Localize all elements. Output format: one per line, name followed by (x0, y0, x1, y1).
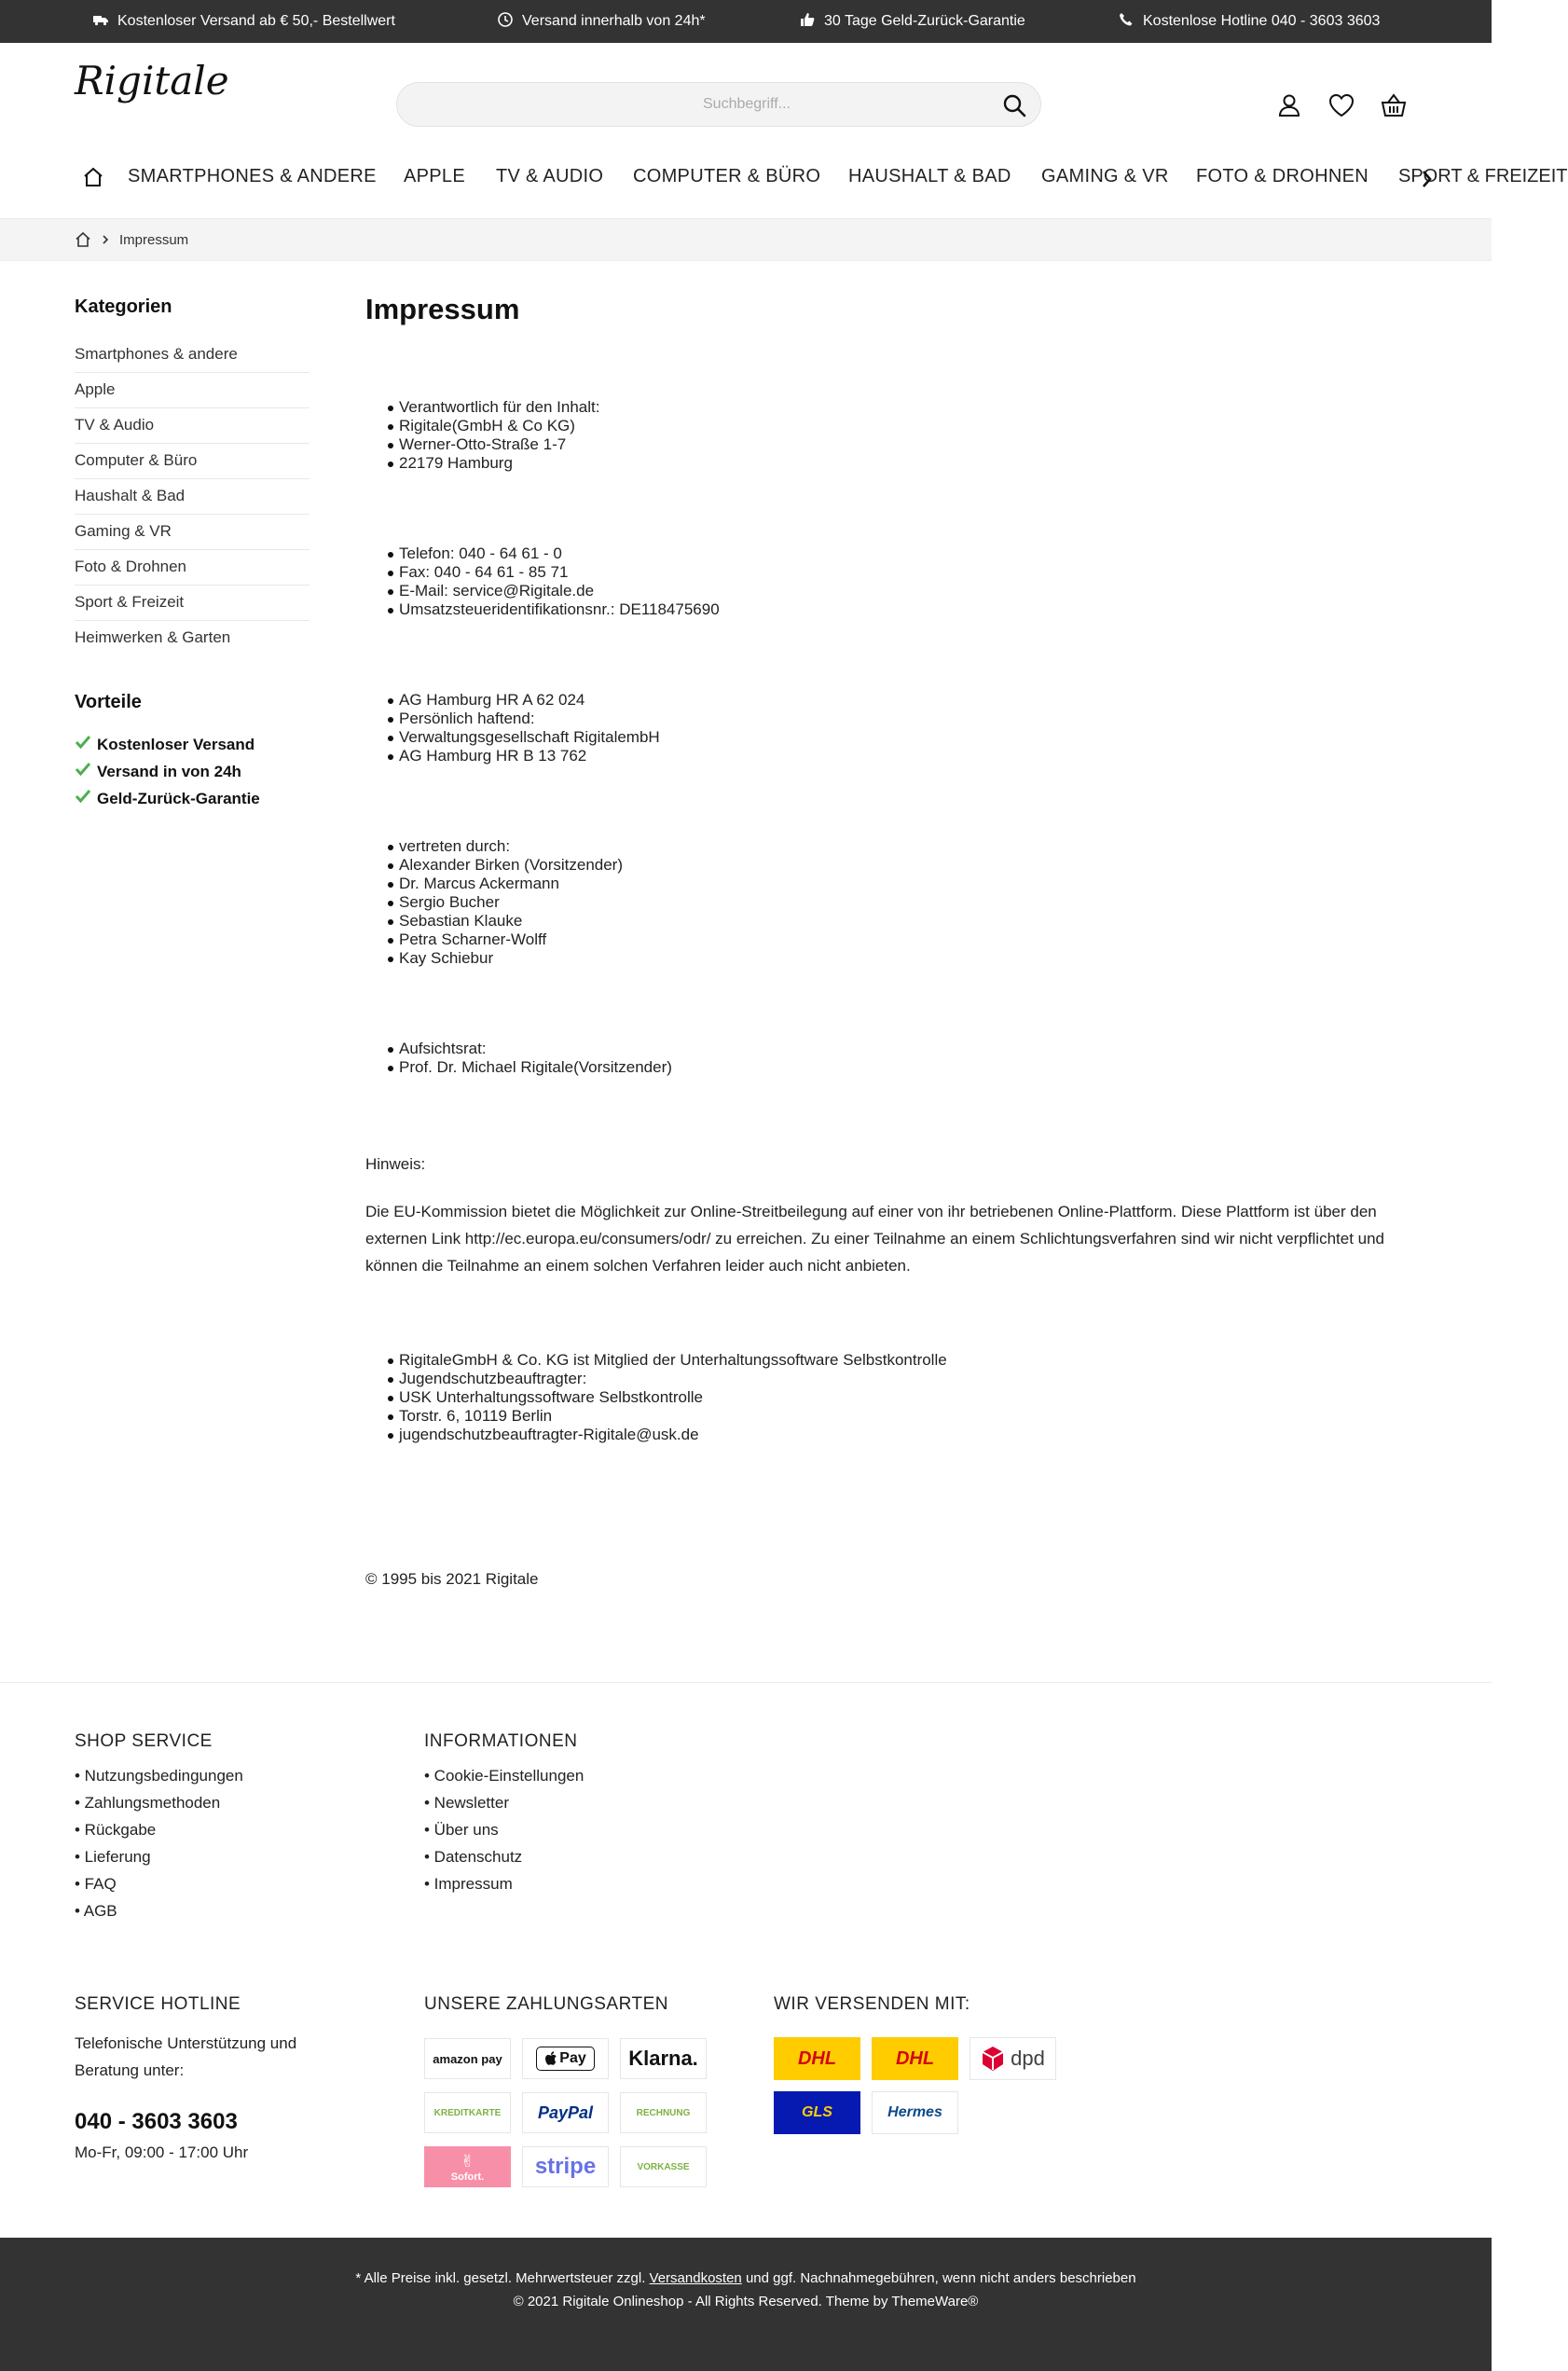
paypal-logo (522, 2092, 609, 2133)
vorkasse-logo (620, 2146, 707, 2187)
advantage-label: Kostenloser Versand (97, 735, 255, 753)
apple-pay-badge: Pay (536, 2047, 594, 2071)
topbar-item-hotline (1119, 0, 1380, 43)
category-item[interactable]: Foto & Drohnen (75, 550, 309, 586)
impressum-block-address (365, 398, 599, 473)
list-item: Telefon: 040 - 64 61 - 0 (365, 545, 720, 563)
footer-link[interactable]: • Newsletter (424, 1794, 509, 1812)
list-item: Rigitale(GmbH & Co KG) (365, 417, 599, 435)
dhl-logo (774, 2037, 860, 2080)
impressum-block-youth-protection (365, 1351, 947, 1444)
topbar-text: Versand innerhalb von 24h* (522, 13, 706, 29)
list-item: Verwaltungsgesellschaft RigitalembH (365, 728, 660, 747)
footer-divider (0, 1682, 1492, 1683)
list-item: E-Mail: service@Rigitale.de (365, 582, 720, 600)
site-logo[interactable]: Rigitale (75, 58, 229, 103)
list-item: vertreten durch: (365, 837, 623, 856)
category-item[interactable]: Gaming & VR (75, 515, 309, 550)
info-list (424, 1767, 584, 1902)
gls-label: GLS (802, 2104, 832, 2120)
advantage-label: Versand in von 24h (97, 762, 241, 780)
home-icon[interactable] (82, 166, 104, 188)
stripe-logo (522, 2146, 609, 2187)
klarna-logo (620, 2038, 707, 2079)
paypal-label: PayPal (537, 2102, 594, 2122)
advantages-list (75, 731, 260, 812)
list-item: USK Unterhaltungssoftware Selbstkontrolle (365, 1388, 947, 1407)
list-item: Petra Scharner-Wolff (365, 930, 623, 949)
impressum-block-register (365, 691, 660, 765)
cart-basket-icon[interactable] (1380, 91, 1408, 119)
shipping-costs-link[interactable]: Versandkosten (649, 2270, 742, 2286)
account-icon[interactable] (1275, 91, 1303, 119)
wishlist-heart-icon[interactable] (1327, 91, 1355, 119)
footer-link[interactable]: • Zahlungsmethoden (75, 1794, 221, 1812)
dpd-cube-icon (981, 2046, 1005, 2072)
bottom-copyright: © 2021 Rigitale Onlineshop - All Rights Reserved. Theme by ThemeWare® (513, 2294, 979, 2309)
list-item: RigitaleGmbH & Co. KG ist Mitglied der Unterhaltungssoftware Selbstkontrolle (365, 1351, 947, 1370)
list-item: Persönlich haftend: (365, 710, 660, 728)
topbar-item-guarantee (800, 0, 1025, 43)
kreditkarte-label: KREDITKARTE (433, 2107, 502, 2118)
thumbs-up-icon (800, 12, 815, 32)
footer-link[interactable]: • FAQ (75, 1875, 117, 1893)
list-item: jugendschutzbeauftragter-Rigitale@usk.de (365, 1426, 947, 1444)
stripe-label: stripe (534, 2154, 597, 2179)
hotline-text: Telefonische Unterstützung und Beratung unter: (75, 2034, 297, 2079)
breadcrumb-current: Impressum (119, 232, 189, 248)
hotline-hours: Mo-Fr, 09:00 - 17:00 Uhr (75, 2144, 249, 2161)
footer-link[interactable]: • AGB (75, 1902, 117, 1920)
rechnung-label: RECHNUNG (636, 2107, 691, 2118)
apple-pay-logo (522, 2038, 609, 2079)
category-item[interactable]: Heimwerken & Garten (75, 628, 231, 646)
nav-item-smartphones[interactable]: SMARTPHONES & ANDERE (128, 166, 377, 186)
category-item[interactable]: Apple (75, 373, 309, 408)
hint-text: Die EU-Kommission bietet die Möglichkeit zur Online-Streitbeilegung auf einer von ihr betriebenen Online-Plattform. Diese Plattform ist über den externen Link http://ec.europa.eu/consumers/odr/ zu erreichen. Zu einer Teilnahme an einem Schlichtungsverfahren sind wir nicht verpflichtet und können die Teilnahme an einem solchen Verfahren leider auch nicht anbieten. (365, 1203, 1385, 1275)
bottom-bar (0, 2238, 1492, 2371)
search-bar (396, 82, 1041, 127)
gls-logo (774, 2091, 860, 2134)
amazon-pay-label: amazon pay (433, 2051, 502, 2066)
nav-item-apple[interactable]: APPLE (404, 166, 465, 186)
list-item: AG Hamburg HR B 13 762 (365, 747, 660, 765)
clock-icon (498, 12, 513, 32)
topbar-text: 30 Tage Geld-Zurück-Garantie (824, 13, 1025, 29)
truck-icon (93, 12, 108, 32)
footer-link[interactable]: • Lieferung (75, 1848, 151, 1866)
list-item: 22179 Hamburg (365, 454, 599, 473)
impressum-block-contact (365, 545, 720, 619)
shop-service-list (75, 1767, 243, 1929)
nav-item-sport-freizeit[interactable]: SPORT & FREIZEIT (1398, 166, 1568, 186)
hotline-phone[interactable]: 040 - 3603 3603 (75, 2109, 238, 2134)
klarna-label: Klarna. (628, 2047, 698, 2070)
list-item: Aufsichtsrat: (365, 1040, 672, 1058)
nav-item-foto-drohnen[interactable]: FOTO & DROHNEN (1196, 166, 1369, 186)
apple-icon (544, 2051, 557, 2066)
impressum-block-supervisory (365, 1040, 672, 1077)
copyright-text: © 1995 bis 2021 Rigitale (365, 1570, 539, 1588)
victory-hand-icon: ✌ (460, 2151, 475, 2171)
hint-label: Hinweis: (365, 1155, 426, 1173)
list-item: Torstr. 6, 10119 Berlin (365, 1407, 947, 1426)
list-item: Fax: 040 - 64 61 - 85 71 (365, 563, 720, 582)
list-item: Jugendschutzbeauftragter: (365, 1370, 947, 1388)
page-title: Impressum (365, 293, 520, 325)
footer-link[interactable]: • Über uns (424, 1821, 499, 1839)
advantage-item (75, 731, 260, 758)
category-list (75, 338, 309, 656)
rechnung-logo (620, 2092, 707, 2133)
top-info-bar (0, 0, 1492, 43)
advantage-item (75, 785, 260, 812)
vorkasse-label: VORKASSE (637, 2161, 690, 2172)
info-title: INFORMATIONEN (424, 1731, 578, 1751)
advantage-label: Geld-Zurück-Garantie (97, 789, 260, 807)
footer-link[interactable]: • Datenschutz (424, 1848, 523, 1866)
hermes-label: Hermes (887, 2104, 942, 2120)
hermes-logo (872, 2091, 958, 2134)
category-item[interactable]: Computer & Büro (75, 444, 309, 479)
legal-note: * Alle Preise inkl. gesetzl. Mehrwertsteuer zzgl. Versandkosten und ggf. Nachnahmegebühren, wenn nicht anders beschrieben (355, 2270, 1136, 2286)
topbar-text: Kostenlose Hotline 040 - 3603 3603 (1143, 13, 1381, 29)
category-item[interactable]: Haushalt & Bad (75, 479, 309, 515)
dpd-logo (970, 2037, 1056, 2080)
list-item: Sergio Bucher (365, 893, 623, 912)
nav-item-computer-buero[interactable]: COMPUTER & BÜRO (633, 166, 821, 186)
hotline-title: SERVICE HOTLINE (75, 1994, 241, 2014)
nav-item-haushalt-bad[interactable]: HAUSHALT & BAD (848, 166, 1011, 186)
nav-item-gaming-vr[interactable]: GAMING & VR (1041, 166, 1169, 186)
footer-link[interactable]: • Impressum (424, 1875, 513, 1893)
payment-title: UNSERE ZAHLUNGSARTEN (424, 1994, 668, 2014)
search-input[interactable] (397, 83, 994, 126)
breadcrumb (0, 218, 1492, 261)
list-item: AG Hamburg HR A 62 024 (365, 691, 660, 710)
dhl-express-label: DHL (895, 2047, 935, 2069)
home-icon[interactable] (75, 231, 91, 248)
checkmark-icon (75, 761, 91, 782)
footer-link[interactable]: • Cookie-Einstellungen (424, 1767, 585, 1785)
category-item[interactable]: TV & Audio (75, 408, 309, 444)
chevron-right-icon (101, 231, 112, 248)
search-icon[interactable] (1001, 92, 1027, 118)
category-item[interactable]: Smartphones & andere (75, 338, 309, 373)
checkmark-icon (75, 788, 91, 809)
list-item: Verantwortlich für den Inhalt: (365, 398, 599, 417)
list-item: Werner-Otto-Straße 1-7 (365, 435, 599, 454)
category-item[interactable]: Sport & Freizeit (75, 586, 309, 621)
list-item: Prof. Dr. Michael Rigitale(Vorsitzender) (365, 1058, 672, 1077)
footer-link[interactable]: • Rückgabe (75, 1821, 157, 1839)
shop-service-title: SHOP SERVICE (75, 1731, 213, 1751)
kreditkarte-logo (424, 2092, 511, 2133)
list-item: Kay Schiebur (365, 949, 623, 968)
main-navigation (0, 157, 1568, 201)
dpd-label: dpd (1011, 2047, 1045, 2070)
list-item: Alexander Birken (Vorsitzender) (365, 856, 623, 875)
phone-icon (1119, 12, 1134, 32)
topbar-text: Kostenloser Versand ab € 50,- Bestellwert (117, 13, 395, 29)
list-item: Dr. Marcus Ackermann (365, 875, 623, 893)
topbar-item-shipping (93, 0, 395, 43)
list-item: Sebastian Klauke (365, 912, 623, 930)
advantages-title: Vorteile (75, 692, 142, 712)
advantage-item (75, 758, 260, 785)
checkmark-icon (75, 734, 91, 755)
dhl-label: DHL (797, 2047, 837, 2069)
sofort-logo (424, 2146, 511, 2187)
impressum-block-representatives (365, 837, 623, 968)
amazon-pay-logo (424, 2038, 511, 2079)
shipping-title: WIR VERSENDEN MIT: (774, 1994, 970, 2014)
topbar-item-delivery (498, 0, 706, 43)
list-item: Umsatzsteueridentifikationsnr.: DE118475690 (365, 600, 720, 619)
dhl-express-logo (872, 2037, 958, 2080)
chevron-right-icon[interactable] (1419, 168, 1436, 190)
footer-link[interactable]: • Nutzungsbedingungen (75, 1767, 243, 1785)
nav-item-tv-audio[interactable]: TV & AUDIO (496, 166, 604, 186)
categories-title: Kategorien (75, 296, 172, 317)
sofort-label: Sofort. (450, 2171, 485, 2183)
